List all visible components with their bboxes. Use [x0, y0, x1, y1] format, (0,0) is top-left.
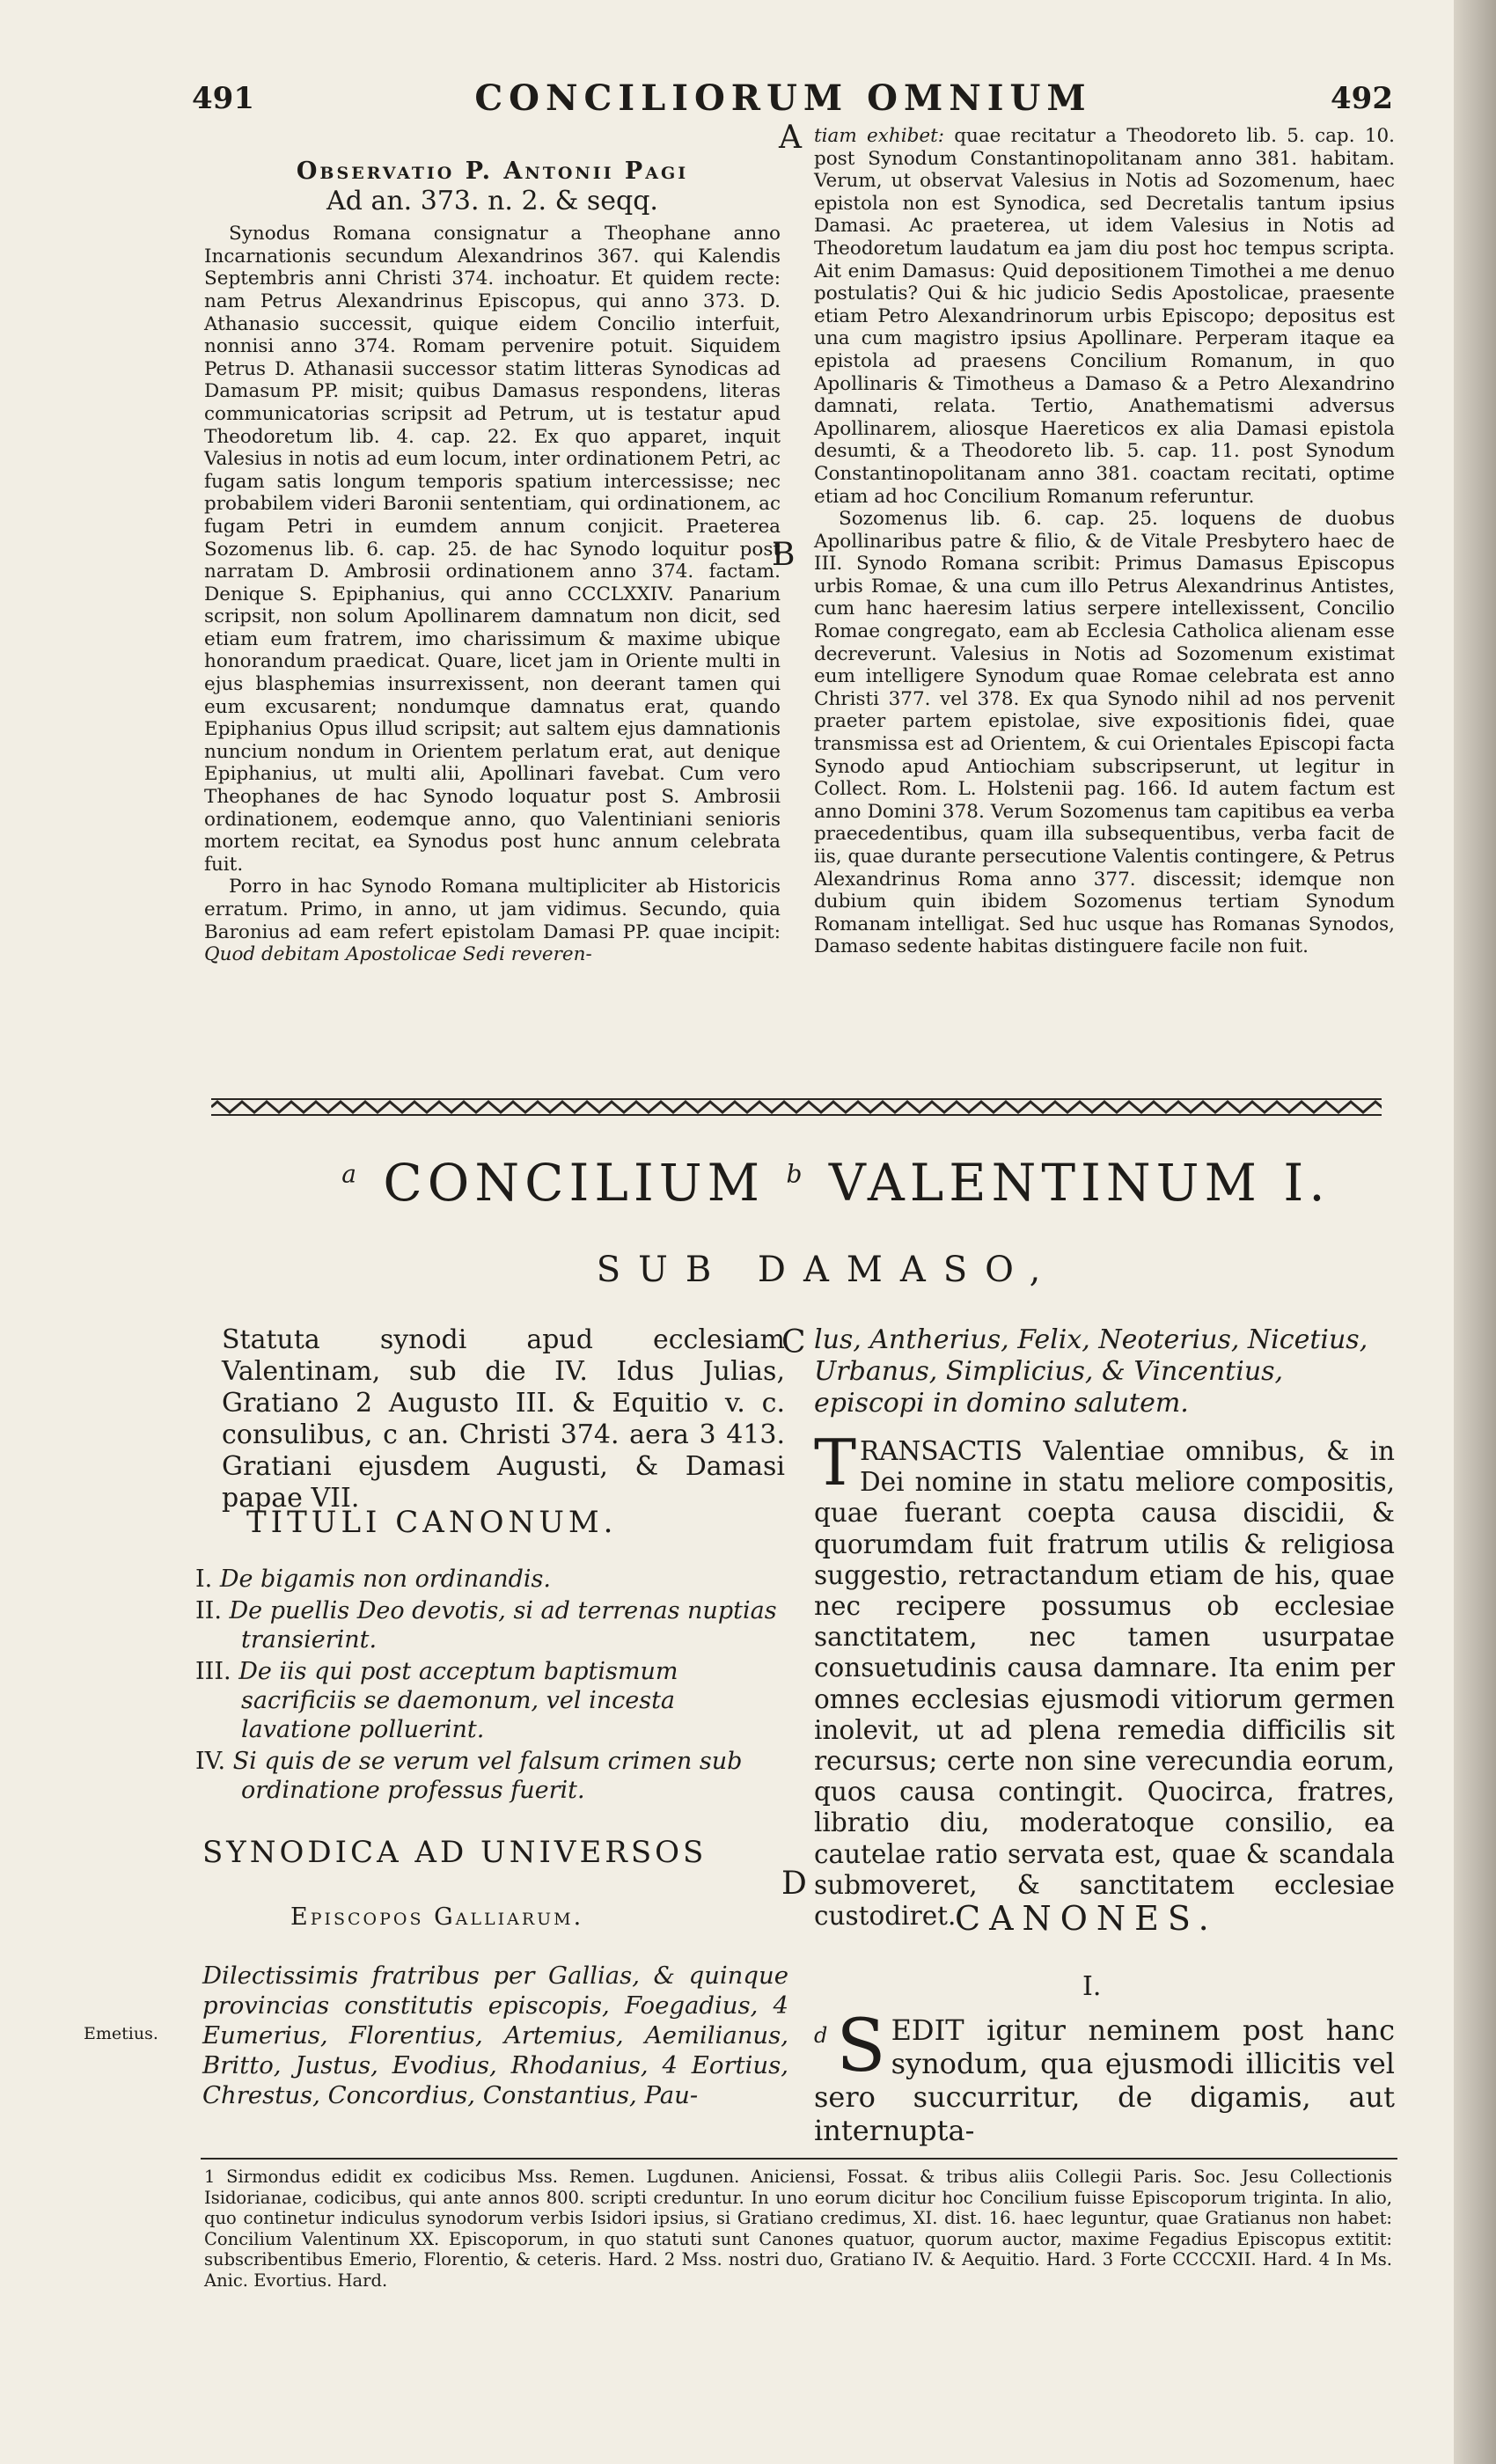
canon-number: I.: [1082, 1971, 1102, 2002]
right-paragraph-2: Sozomenus lib. 6. cap. 25. loquens de duobus Apollinaribus patre & filio, & de Vitale Presbytero haec de III. Synodo Romana scribit: Primus Damasus Episcopus urbis Romae, & una cum illo Petrus Alexandrinus Antistes, cum hanc haeresim latius serpere intellexissent, Concilio Romae congregato, eam ab Ecclesia Catholica alienam esse decreverunt. Valesius in Notis ad Sozomenum existimat eum intelligere Synodum quae Romae celebrata est anno Christi 377. vel 378. Ex qua Synodo nihil ad nos pervenit praeter partem epistolae, sive expositionis fidei, quae transmissa est ad Orientem, & cui Orientales Episcopi facta Synodo apud Antiochiam subscripserunt, ut legitur in Collect. Rom. L. Holstenii pag. 166. Id autem factum est anno Domini 378. Verum Sozomenus tam capitibus ea verba praecedentibus, quam illa subsequentibus, verba facit de iis, quae durante persecutione Valentis contingere, & Petrus Alexandrinus Roma anno 377. discessit; idemque non dubium quin ibidem Sozomenus tertiam Synodum Romanam intelligat. Sed huc usque has Romanas Synodos, Damaso sedente habitas distinguere facile non fuit.: [814, 508, 1396, 958]
ornamental-divider: [211, 1096, 1382, 1118]
transactis-text: RANSACTIS Valentiae omnibus, & in Dei nomine in statu meliore compositis, quae fuerant coepta causa discidii, & quorumdam fuit fratrum utilis & religiosa suggestio, retractandum etiam de his, quae nec recipere possumus ob ecclesiae sanctitatem, nec tamen usurpatae consuetudinis causa damnare. Ita enim per omnes ecclesias ejusmodi vitiorum germen inolevit, ut ad plena remedia difficilis sit recursus; certe non sine verecundia eorum, quos causa contingit. Quocirca, fratres, libratio diu, moderatoque consilio, ea cautelae ratio servata est, quae & scandala submoveret, & sanctitatem ecclesiae custodiret.: [814, 1436, 1395, 1932]
council-title: [264, 1153, 1408, 1213]
observatio-heading: Observatio P. Antonii Pagi: [296, 158, 689, 185]
statuta-text: Statuta synodi apud ecclesiam Valentinam, sub die IV. Idus Julias, Gratiano 2 Augusto III. & Equitio v. c. consulibus, c an. Christi 374. aera 3 413. Gratiani ejusdem Augusti, & Damasi papae VII.: [222, 1324, 785, 1514]
drop-cap-t: T: [814, 1426, 857, 1500]
running-title: CONCILIORUM OMNIUM: [474, 77, 1092, 119]
transactis-paragraph: [814, 1426, 1395, 1932]
canon-mark-d: d: [814, 2023, 828, 2048]
drop-cap-s: S: [836, 2005, 886, 2088]
title-part-2: VALENTINUM I.: [828, 1153, 1331, 1213]
title-mark-a: a: [341, 1159, 362, 1189]
footnotes: 1 Sirmondus edidit ex codicibus Mss. Remen. Lugdunen. Aniciensi, Fossat. & tribus aliis Collegii Paris. Soc. Jesu Collectionis Isidorianae, codicibus, qui ante annos 800. scripti creduntur. In uno eorum dicitur hoc Concilium fuisse Episcoporum triginta. In alio, quo continetur indiculus synodorum verbis Isidori ipsius, si Gratiano credimus, XI. dist. 16. haec leguntur, quae Gratianus non habet: Concilium Valentinum XX. Episcoporum, in quo statuti sunt Canones quatuor, quorum auctor, maxime Fegadius Episcopus extitit: subscribentibus Emerio, Florentio, & ceteris. Hard. 2 Mss. nostri duo, Gratiano IV. & Aequitio. Hard. 3 Forte CCCCXII. Hard. 4 In Ms. Anic. Evortius. Hard.: [204, 2167, 1392, 2291]
title-mark-b: b: [786, 1159, 808, 1189]
right-column: [814, 125, 1395, 958]
margin-note-emetius: Emetius.: [84, 2024, 158, 2043]
synodica-subheading: Episcopos Galliarum.: [290, 1903, 584, 1931]
council-subtitle: SUB DAMASO,: [596, 1250, 1059, 1290]
right-paragraph-1-italic: tiam exhibet:: [814, 125, 944, 147]
titulus-item: II. De puellis Deo devotis, si ad terrenas nuptias transierint.: [195, 1597, 777, 1654]
observatio-paragraph-2-italic: Quod debitam Apostolicae Sedi reveren-: [204, 943, 592, 966]
margin-letter-b: B: [772, 537, 796, 573]
bishops-salutation: lus, Antherius, Felix, Neoterius, Nicetius, Urbanus, Simplicius, & Vincentius, episcopi in domino salutem.: [814, 1324, 1368, 1419]
synodica-heading: SYNODICA AD UNIVERSOS: [202, 1835, 708, 1870]
right-paragraph-1: quae recitatur a Theodoreto lib. 5. cap. 10. post Synodum Constantinopolitanam anno 381. habitam. Verum, ut observat Valesius in Notis ad Sozomenum, haec epistola non est Synodica, sed Decretalis tantum ipsius Damasi. Ac praeterea, ut idem Valesius in Notis ad Theodoretum laudatum ea jam diu post hoc tempus scripta. Ait enim Damasus: Quid depositionem Timothei a me denuo postulatis? Qui & hic judicio Sedis Apostolicae, praesente etiam Petro Alexandrinorum urbis Episcopo; depositus est una cum magistro ipsius Apollinare. Perperam itaque ea epistola ad praesens Concilium Romanum, in quo Apollinaris & Timotheus a Damaso & a Petro Alexandrino damnati, relata. Tertio, Anathematismi adversus Apollinarem, aliosque Haereticos ex alia Damasi epistola desumti, & a Theodoreto lib. 5. cap. 11. post Synodum Constantinopolitanam anno 381. coactam recitati, optime etiam ad hoc Concilium Romanum referuntur.: [814, 125, 1396, 508]
tituli-heading: TITULI CANONUM.: [246, 1505, 618, 1540]
margin-letter-a: A: [779, 120, 802, 156]
margin-letter-c: C: [781, 1324, 806, 1360]
observatio-column: [204, 160, 781, 966]
synodica-address: Dilectissimis fratribus per Gallias, & quinque provincias constitutis episcopis, Foegadius, 4 Eumerius, Florentius, Artemius, Aemilianus, Britto, Justus, Evodius, Rhodanius, 4 Eortius, Chrestus, Concordius, Constantius, Pau-: [202, 1962, 788, 2109]
canones-heading: CANONES.: [955, 1899, 1218, 1938]
observatio-paragraph-2: Porro in hac Synodo Romana multipliciter ab Historicis erratum. Primo, in anno, ut jam vidimus. Secundo, quia Baronius ad eam refert epistolam Damasi PP. quae incipit:: [204, 876, 781, 943]
page-number-right: 492: [1331, 81, 1393, 116]
canon-one-text: [814, 2005, 1395, 2147]
observatio-paragraph-1: Synodus Romana consignatur a Theophane anno Incarnationis secundum Alexandrinos 367. qui Kalendis Septembris anni Christi 374. inchoatur. Et quidem recte: nam Petrus Alexandrinus Episcopus, qui anno 373. D. Athanasio successit, quique eidem Concilio interfuit, nonnisi anno 374. Romam pervenire potuit. Siquidem Petrus D. Athanasii successor statim litteras Synodicas ad Damasum PP. misit; quibus Damasus respondens, literas communicatorias scripsit ad Petrum, ut is testatur apud Theodoretum lib. 4. cap. 22. Ex quo apparet, inquit Valesius in notis ad eum locum, inter ordinationem Petri, ac fugam satis longum temporis spatium intercessisse; nec probabilem videri Baronii sententiam, qui ordinationem, ac fugam Petri in eumdem annum conjicit. Praeterea Sozomenus lib. 6. cap. 25. de hac Synodo loquitur post narratam D. Ambrosii ordinationem anno 374. factam. Denique S. Epiphanius, qui anno CCCLXXIV. Panarium scripsit, non solum Apollinarem damnatum non dicit, sed etiam eum fratrem, imo charissimum & maxime ubique honorandum praedicat. Quare, licet jam in Oriente multi in ejus blasphemias insurrexissent, non deerant tamen qui eum excusarent; nondumque damnatus erat, quando Epiphanius Opus illud scripsit; aut saltem ejus damnationis nuncium nondum in Orientem perlatum erat, aut denique Epiphanius, ut multi alii, Apollinari favebat. Cum vero Theophanes de hac Synodo loquatur post S. Ambrosii ordinationem, eodemque anno, quo Valentiniani senioris mortem recitat, ea Synodus post hunc annum celebrata fuit.: [204, 223, 781, 876]
observatio-reference: Ad an. 373. n. 2. & seqq.: [326, 185, 658, 216]
titulus-item: I. De bigamis non ordinandis.: [195, 1566, 551, 1593]
titulus-item: III. De iis qui post acceptum baptismum sacrificiis se daemonum, vel incesta lavatione polluerint.: [195, 1658, 678, 1743]
book-spine-edge: [1454, 0, 1496, 2464]
tituli-list: [195, 1565, 781, 1808]
footnote-rule: [201, 2158, 1397, 2160]
canon-one-body: EDIT igitur neminem post hanc synodum, qua ejusmodi illicitis vel sero succurritur, de digamis, aut internupta-: [814, 2013, 1395, 2147]
title-part-1: CONCILIUM: [383, 1153, 766, 1213]
margin-letter-d: D: [781, 1866, 807, 1902]
page-number-left: 491: [192, 81, 254, 116]
titulus-item: IV. Si quis de se verum vel falsum crimen sub ordinatione professus fuerit.: [195, 1748, 743, 1804]
